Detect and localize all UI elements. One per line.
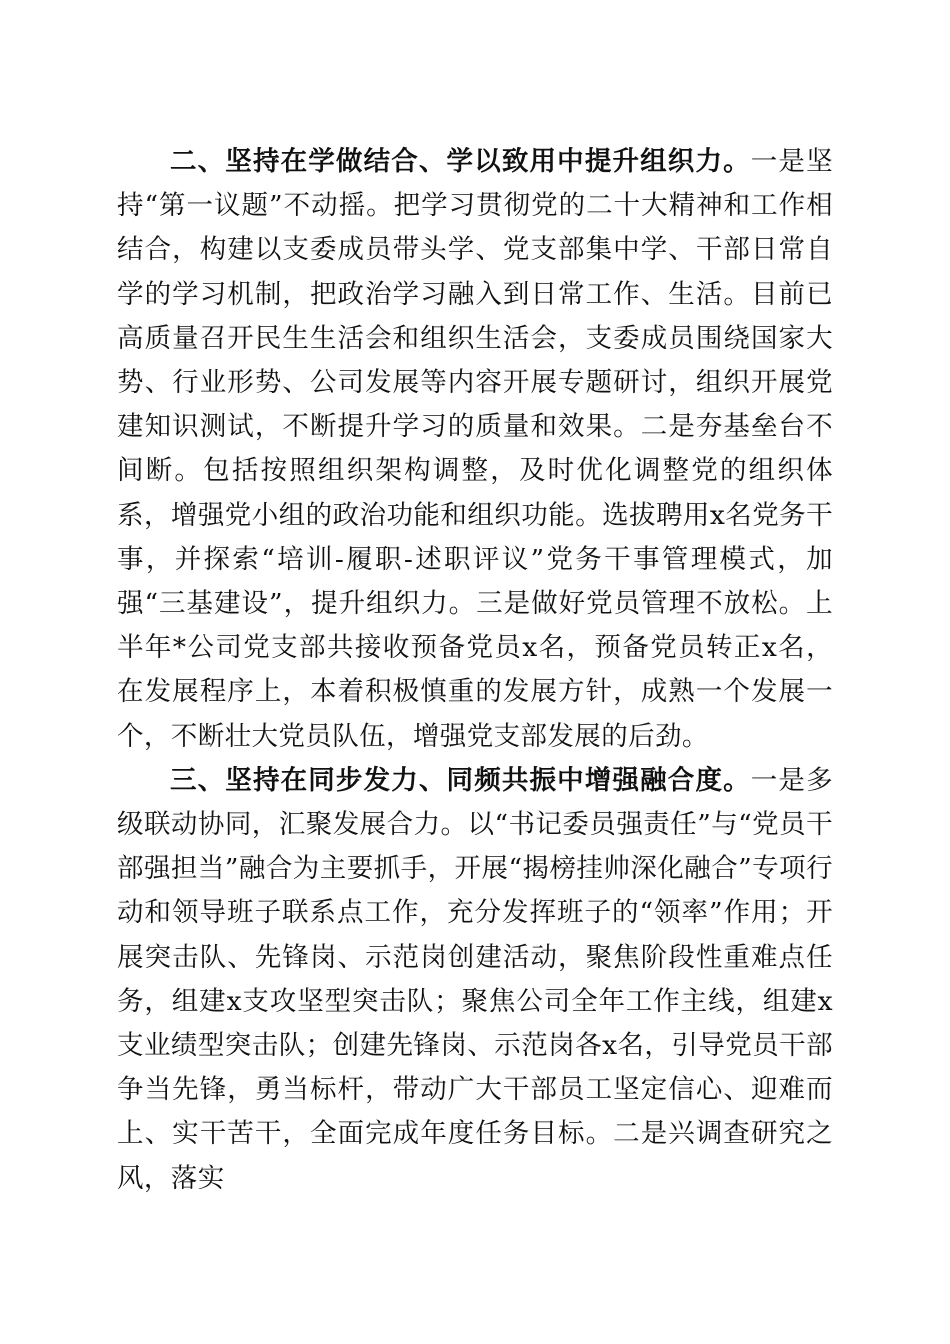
paragraph-text: 一是多级联动协同，汇聚发展合力。以“书记委员强责任”与“党员干部强担当”融合为主要抓手，开展“揭榜挂帅深化融合”专项行动和领导班子联系点工作，充分发挥班子的“领率”作用；开展突击队、先锋岗、示范岗创建活动，聚焦阶段性重难点任务，组建x支攻坚型突击队；聚焦公司全年工作主线，组建x支业绩型突击队；创建先锋岗、示范岗各x名，引导党员干部争当先锋，勇当标杆，带动广大干部员工坚定信心、迎难而上、实干苦干，全面完成年度任务目标。二是兴调查研究之风，落实	[117, 764, 833, 1194]
paragraph-section-3	[117, 759, 833, 1201]
paragraph-text: 一是坚持“第一议题”不动摇。把学习贯彻党的二十大精神和工作相结合，构建以支委成员带头学、党支部集中学、干部日常自学的学习机制，把政治学习融入到日常工作、生活。目前已高质量召开民生生活会和组织生活会，支委成员围绕国家大势、行业形势、公司发展等内容开展专题研讨，组织开展党建知识测试，不断提升学习的质量和效果。二是夯基垒台不间断。包括按照组织架构调整，及时优化调整党的组织体系，增强党小组的政治功能和组织功能。选拔聘用x名党务干事，并探索“培训-履职-述职评议”党务干事管理模式，加强“三基建设”，提升组织力。三是做好党员管理不放松。上半年*公司党支部共接收预备党员x名，预备党员转正x名，在发展程序上，本着积极慎重的发展方针，成熟一个发展一个，不断壮大党员队伍，增强党支部发展的后劲。	[117, 146, 833, 752]
section-heading: 三、坚持在同步发力、同频共振中增强融合度。	[170, 764, 751, 796]
paragraph-section-2	[117, 140, 833, 759]
document-body	[117, 140, 833, 1201]
section-heading: 二、坚持在学做结合、学以致用中提升组织力。	[170, 146, 751, 177]
